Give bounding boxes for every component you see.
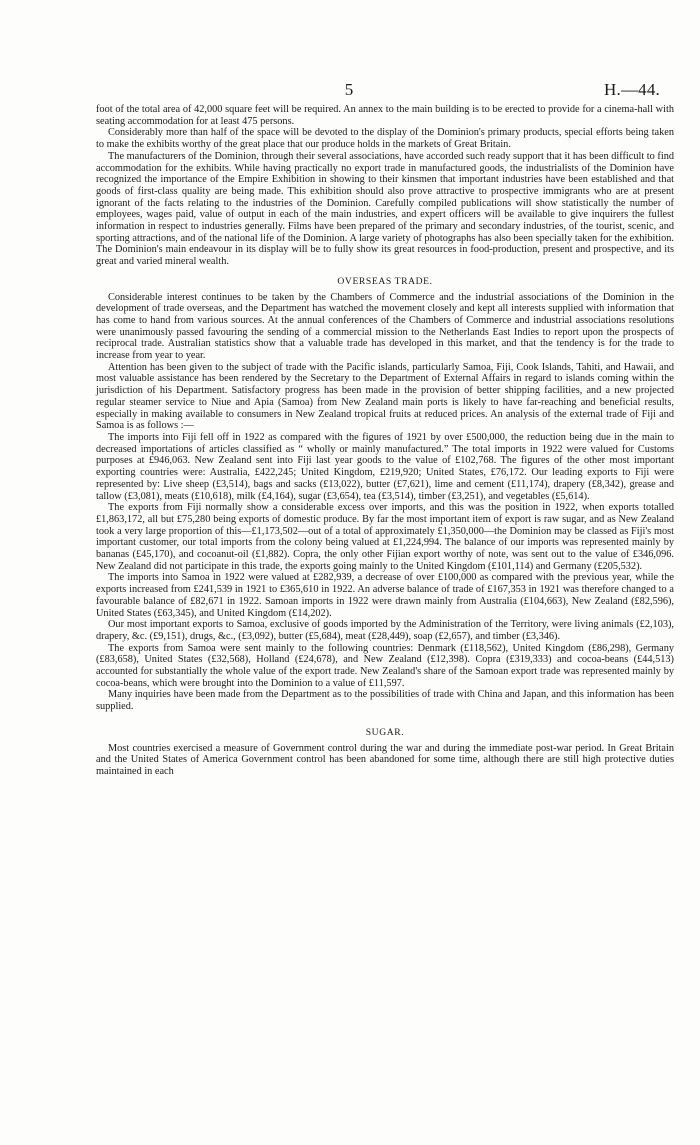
paragraph: The imports into Fiji fell off in 1922 as compared with the figures of 1921 by over £500,000, the reduction being due in the main to decreased importations of articles classified as “ wholly or mainly manufactured.” The total imports in 1922 were valued for Customs purposes at £946,063. New Zealand sent into Fiji last year goods to the value of £102,768. The figures of the other most important exporting countries were: Australia, £422,245; United Kingdom, £219,920; United States, £76,172. Our leading exports to Fiji were represented by: Live sheep (£3,514), bags and sacks (£13,022), butter (£7,621), lime and cement (£11,174), drapery (£8,342), grease and tallow (£3,081), meats (£10,618), milk (£4,164), sugar (£3,654), tea (£3,514), timber (£3,251), and vegetables (£5,614). [96,431,674,502]
paragraph: Considerably more than half of the space will be devoted to the display of the Dominion's primary products, special efforts being taken to make the exhibits worthy of the great place that our produce holds in the markets of Great Britain. [96,127,674,151]
paragraph: The exports from Fiji normally show a considerable excess over imports, and this was the position in 1922, when exports totalled £1,863,172, all but £75,280 being exports of domestic produce. By far the most important item of export is raw sugar, and as New Zealand took a very large proportion of this—£1,173,502—out of a total of approximately £1,350,000—the Dominion may be classed as Fiji's most important customer, our total imports from the colony being valued at £1,224,994. The balance of our imports was represented mainly by bananas (£45,170), and cocoanut-oil (£1,882). Copra, the only other Fijian export worthy of note, was sent out to the value of £346,096. New Zealand did not participate in this trade, the exports going mainly to the United Kingdom (£101,114) and Germany (£205,532). [96,502,674,572]
paragraph: The exports from Samoa were sent mainly to the following countries: Denmark (£118,562), United Kingdom (£86,298), Germany (£83,658), United States (£32,568), Holland (£24,678), and New Zealand (£12,398). Copra (£319,333) and cocoa-beans (£44,513) accounted for substantially the whole value of the export trade. New Zealand's share of the Samoan export trade was represented mainly by cocoa-beans, which were brought into the Dominion to a value of £11,597. [96,642,674,689]
paragraph: foot of the total area of 42,000 square feet will be required. An annex to the main building is to be erected to provide for a cinema-hall with seating accommodation for at least 475 persons. [96,104,674,127]
exhibition-section [96,104,674,268]
paragraph: Attention has been given to the subject of trade with the Pacific islands, particularly Samoa, Fiji, Cook Islands, Tahiti, and Hawaii, and most valuable assistance has been rendered by the Secretary to the Department of External Affairs in regard to islands coming within the jurisdiction of his Department. Satisfactory progress has been made in the provision of better shipping facilities, and a new projected regular steamer service to Niue and Apia (Samoa) from New Zealand main ports is likely to have far-reaching and beneficial results, especially in making available to consumers in New Zealand tropical fruits at reduced prices. An analysis of the external trade of Fiji and Samoa is as follows :— [96,361,674,432]
document-body [96,104,674,778]
page-number: 5 [344,80,354,99]
section-heading: SUGAR. [365,726,405,738]
paragraph: The manufacturers of the Dominion, through their several associations, have accorded such ready support that it has been difficult to find accommodation for the exhibits. While having practically no export trade in manufactured goods, the industrialists of the Dominion have recognized the importance of the Empire Exhibition in showing to their kinsmen that important industries have been established and that goods of first-class quality are being made. This exhibition should also prove attractive to prospective immigrants who are at present ignorant of the facts relating to the industries of the Dominion. Carefully compiled publications will show statistically the number of employees, wages paid, value of output in each of the main industries, and expert officers will be available to give inquirers the fullest information in respect to industries generally. Films have been prepared of the primary and secondary industries, of the tourist, scenic, and sporting attractions, and of the national life of the Dominion. A large variety of photographs has also been specially taken for the exhibition. The Dominion's main endeavour in its display will be to fully show its great resources in food-production, present and prospective, and its great and varied mineral wealth. [96,150,674,268]
paragraph: Considerable interest continues to be taken by the Chambers of Commerce and the industrial associations of the Dominion in the development of trade overseas, and the Department has watched the movement closely and kept all interests supplied with information that has come to hand from various sources. At the annual conferences of the Chambers of Commerce and industrial associations resolutions were unanimously passed favouring the sending of a commercial mission to the Netherlands East Indies to report upon the prospects of reciprocal trade. Australian statistics show that a valuable trade has developed in this market, and that the tendency is for the trade to increase from year to year. [96,291,674,362]
paragraph: Most countries exercised a measure of Government control during the war and during the immediate post-war period. In Great Britain and the United States of America Government control has been abandoned for some time, although there are still high protective duties maintained in each [96,742,674,777]
paragraph: Our most important exports to Samoa, exclusive of goods imported by the Administration of the Territory, were living animals (£2,103), drapery, &c. (£9,151), drugs, &c., (£3,092), butter (£5,684), meat (£28,449), soap (£2,657), and timber (£3,346). [96,619,674,642]
section-heading: OVERSEAS TRADE. [337,275,433,287]
overseas-trade-section [96,276,674,713]
paragraph: The imports into Samoa in 1922 were valued at £282,939, a decrease of over £100,000 as compared with the previous year, while the exports increased from £241,539 in 1921 to £365,610 in 1922. An adverse balance of trade of £167,353 in 1921 was therefore changed to a favourable balance of £82,671 in 1922. Samoan imports in 1922 were drawn mainly from Australia (£104,663), New Zealand (£82,596), United States (£63,345), and United Kingdom (£14,202). [96,572,674,619]
document-reference: H.—44. [604,80,660,99]
paragraph: Many inquiries have been made from the Department as to the possibilities of trade with China and Japan, and this information has been supplied. [96,689,674,713]
sugar-section [96,727,674,778]
